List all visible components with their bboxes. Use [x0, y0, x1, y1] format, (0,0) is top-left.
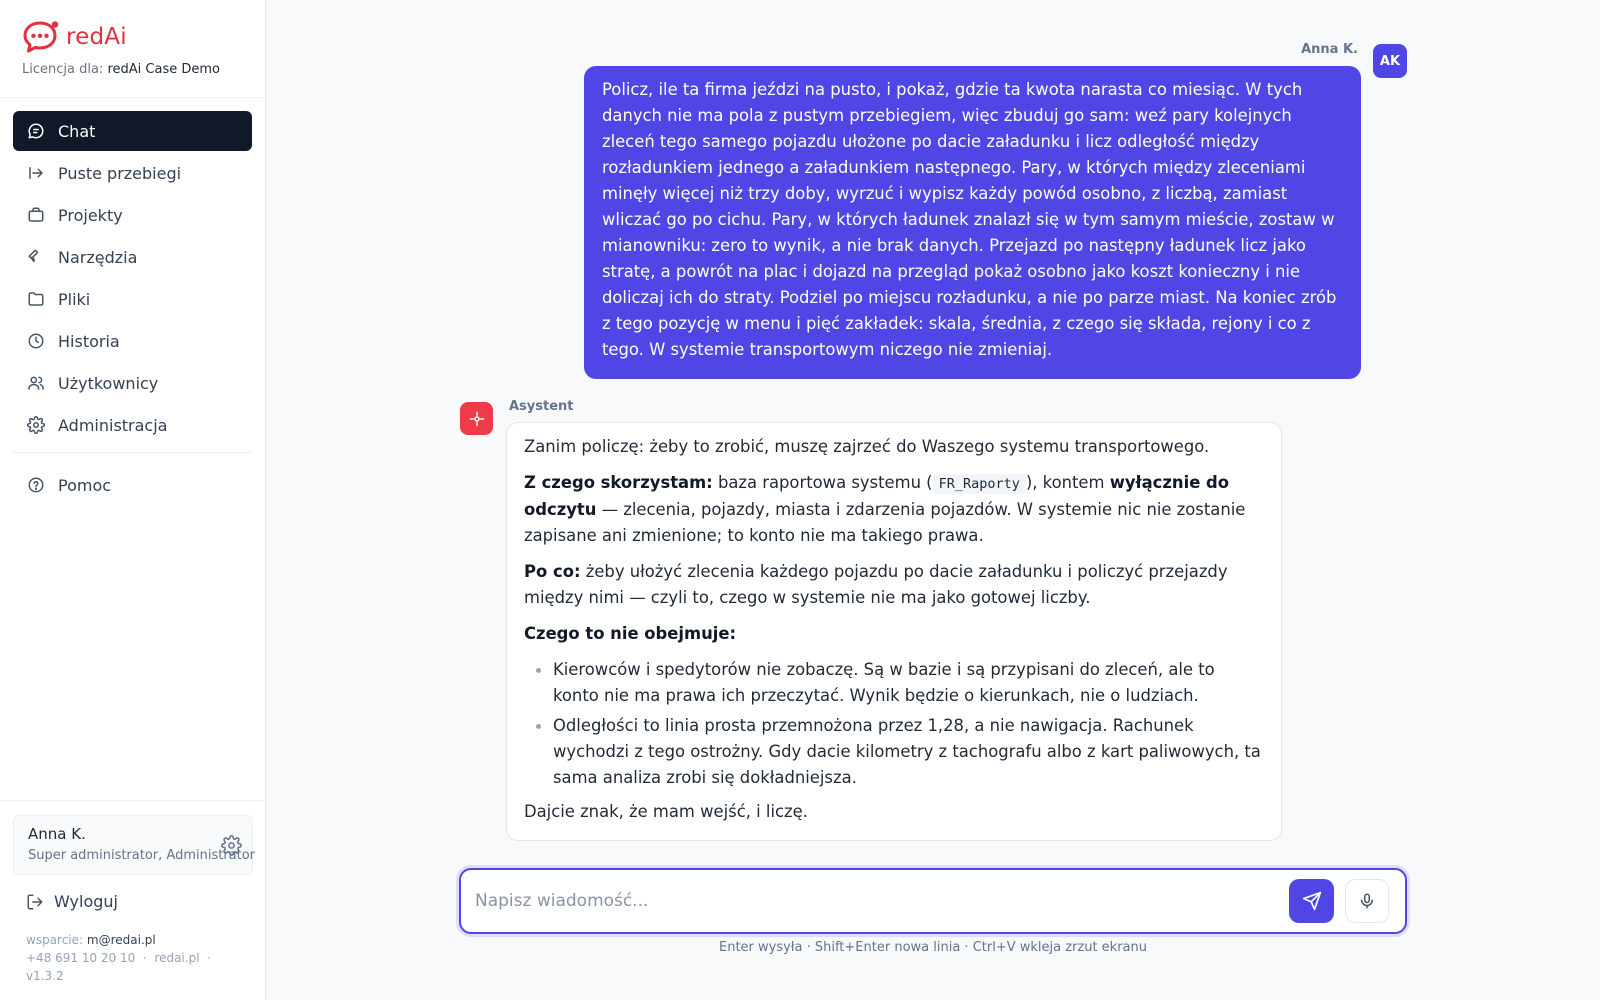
nav-label: Narzędzia — [58, 247, 138, 267]
chat-icon — [27, 122, 45, 140]
assistant-paragraph-sources — [524, 470, 1263, 549]
nav-label: Chat — [58, 121, 96, 141]
exclusions-list — [524, 657, 1263, 791]
user-message-author: Anna K. — [1301, 42, 1358, 57]
crosshair-icon — [469, 411, 485, 427]
app-version: v1.3.2 — [26, 969, 64, 983]
logout-icon — [26, 893, 44, 911]
clock-icon — [27, 332, 45, 350]
user-message-bubble: Policz, ile ta firma jeździ na pusto, i pokaż, gdzie ta kwota narasta co miesiąc. W tych danych nie ma pola z pustym przebiegiem, więc zbuduj go sam: weź pary kolejnych zleceń tego samego pojazdu ułożone po dacie załadunku i licz odległość między rozładunkiem jednego a załadunkiem następnego. Pary, w których między zleceniami minęły więcej niż trzy doby, wyrzuć i wypisz każdy powód osobno, z liczbą, zamiast wliczać go po cichu. Pary, w których ładunek znalazł się w tym samym mieście, zostaw w mianowniku: zero to wynik, a nie brak danych. Przejazd po następny ładunek licz jako stratę, a powrót na plac i dojazd na przegląd pokaż osobno jako koszt konieczny i nie doliczaj ich do straty. Podziel po miejscu rozładunku, a nie po parze miast. Na koniec zrób z tego pozycję w menu i pięć zakładek: skala, średnia, z czego się składa, rejony i co z tego. W systemie transportowym niczego nie zmieniaj. — [584, 66, 1361, 379]
readonly-emphasis: wyłącznie do odczytu — [524, 473, 1230, 519]
license-prefix: Licencja dla: — [22, 62, 104, 77]
nav-item-administracja[interactable] — [13, 405, 252, 445]
nav-item-narzedzia[interactable] — [13, 237, 252, 277]
nav-label: Administracja — [58, 415, 168, 435]
user-settings-gear-icon[interactable] — [221, 835, 242, 856]
database-code: FR_Raporty — [933, 474, 1026, 494]
logo[interactable] — [22, 20, 265, 54]
message-input[interactable] — [475, 884, 1255, 918]
nav-label: Pomoc — [58, 475, 112, 495]
sources-text-1: baza raportowa systemu ( — [712, 473, 933, 492]
assistant-avatar — [460, 402, 493, 435]
composer-hint: Enter wysyła · Shift+Enter nowa linia · Ctrl+V wkleja zrzut ekranu — [718, 940, 1147, 955]
sources-text-2: ), kontem — [1025, 473, 1110, 492]
sidebar — [0, 0, 266, 1000]
purpose-heading: Po co: — [524, 562, 581, 581]
brand-name: redAi — [66, 24, 127, 50]
nav-item-historia[interactable] — [13, 321, 252, 361]
license-line — [22, 62, 265, 77]
footer-info — [26, 931, 236, 985]
nav-item-pomoc[interactable] — [13, 465, 252, 505]
nav-item-puste-przebiegi[interactable] — [13, 153, 252, 193]
exclusions-heading: Czego to nie obejmuje: — [524, 624, 737, 643]
user-name: Anna K. — [28, 825, 86, 843]
assistant-paragraph-exclusions — [524, 621, 1263, 647]
assistant-outro: Dajcie znak, że mam wejść, i liczę. — [524, 802, 808, 821]
support-email[interactable]: m@redai.pl — [86, 933, 156, 947]
folder-icon — [27, 290, 45, 308]
assistant-message-author: Asystent — [509, 399, 574, 414]
arrow-right-bar-icon — [27, 164, 45, 182]
support-prefix: wsparcie: — [26, 933, 84, 947]
assistant-message-bubble — [506, 422, 1282, 841]
nav-divider — [13, 452, 252, 453]
nav-item-projekty[interactable] — [13, 195, 252, 235]
logout-label: Wyloguj — [54, 892, 118, 911]
main-nav — [0, 98, 265, 505]
gear-icon — [27, 416, 45, 434]
nav-label: Użytkownicy — [58, 373, 159, 393]
chat-bubble-logo-icon — [22, 20, 62, 54]
nav-item-uzytkownicy[interactable] — [13, 363, 252, 403]
site-link[interactable]: redai.pl — [154, 951, 200, 965]
nav-label: Projekty — [58, 205, 123, 225]
send-button[interactable] — [1289, 879, 1334, 923]
nav-item-chat[interactable] — [13, 111, 252, 151]
help-circle-icon — [27, 476, 45, 494]
user-avatar: AK — [1373, 44, 1407, 78]
wrench-icon — [27, 248, 45, 266]
microphone-icon — [1358, 892, 1376, 910]
footer-separator: · — [142, 951, 147, 965]
user-card[interactable] — [13, 815, 256, 875]
users-icon — [27, 374, 45, 392]
sidebar-divider — [0, 800, 266, 801]
support-phone[interactable]: +48 691 10 20 10 — [26, 951, 136, 965]
assistant-paragraph-purpose — [524, 559, 1263, 611]
sources-heading: Z czego skorzystam: — [524, 473, 713, 492]
microphone-button[interactable] — [1345, 879, 1389, 923]
license-name: redAi Case Demo — [107, 62, 220, 77]
nav-label: Pliki — [58, 289, 91, 309]
brand-header — [0, 0, 265, 98]
purpose-text: żeby ułożyć zlecenia każdego pojazdu po dacie załadunku i policzyć przejazdy między nimi — czyli to, czego w systemie nie ma jako gotowej liczby. — [524, 562, 1228, 607]
nav-label: Historia — [58, 331, 120, 351]
assistant-intro: Zanim policzę: żeby to zrobić, muszę zajrzeć do Waszego systemu transportowego. — [524, 437, 1210, 456]
user-role: Super administrator, Administrator — [28, 848, 256, 863]
composer — [459, 868, 1407, 934]
list-item: Odległości to linia prosta przemnożona przez 1,28, a nie nawigacja. Rachunek wychodzi z tego ostrożny. Gdy dacie kilometry z tachografu albo z kart paliwowych, ta sama analiza zrobi się dokładniejsza. — [524, 713, 1263, 791]
footer-separator: · — [207, 951, 211, 965]
send-icon — [1302, 891, 1322, 911]
list-item: Kierowców i spedytorów nie zobaczę. Są w bazie i są przypisani do zleceń, ale to konto nie ma prawa ich przeczytać. Wynik będzie o kierunkach, nie o ludziach. — [524, 657, 1263, 709]
nav-label: Puste przebiegi — [58, 163, 182, 183]
logout-button[interactable] — [26, 892, 118, 911]
briefcase-icon — [27, 206, 45, 224]
chat-area — [267, 0, 1600, 1000]
sources-text-3: — zlecenia, pojazdy, miasta i zdarzenia pojazdów. W systemie nic nie zostanie zapisane ani zmienione; to konto nie ma takiego prawa. — [524, 500, 1246, 545]
nav-item-pliki[interactable] — [13, 279, 252, 319]
